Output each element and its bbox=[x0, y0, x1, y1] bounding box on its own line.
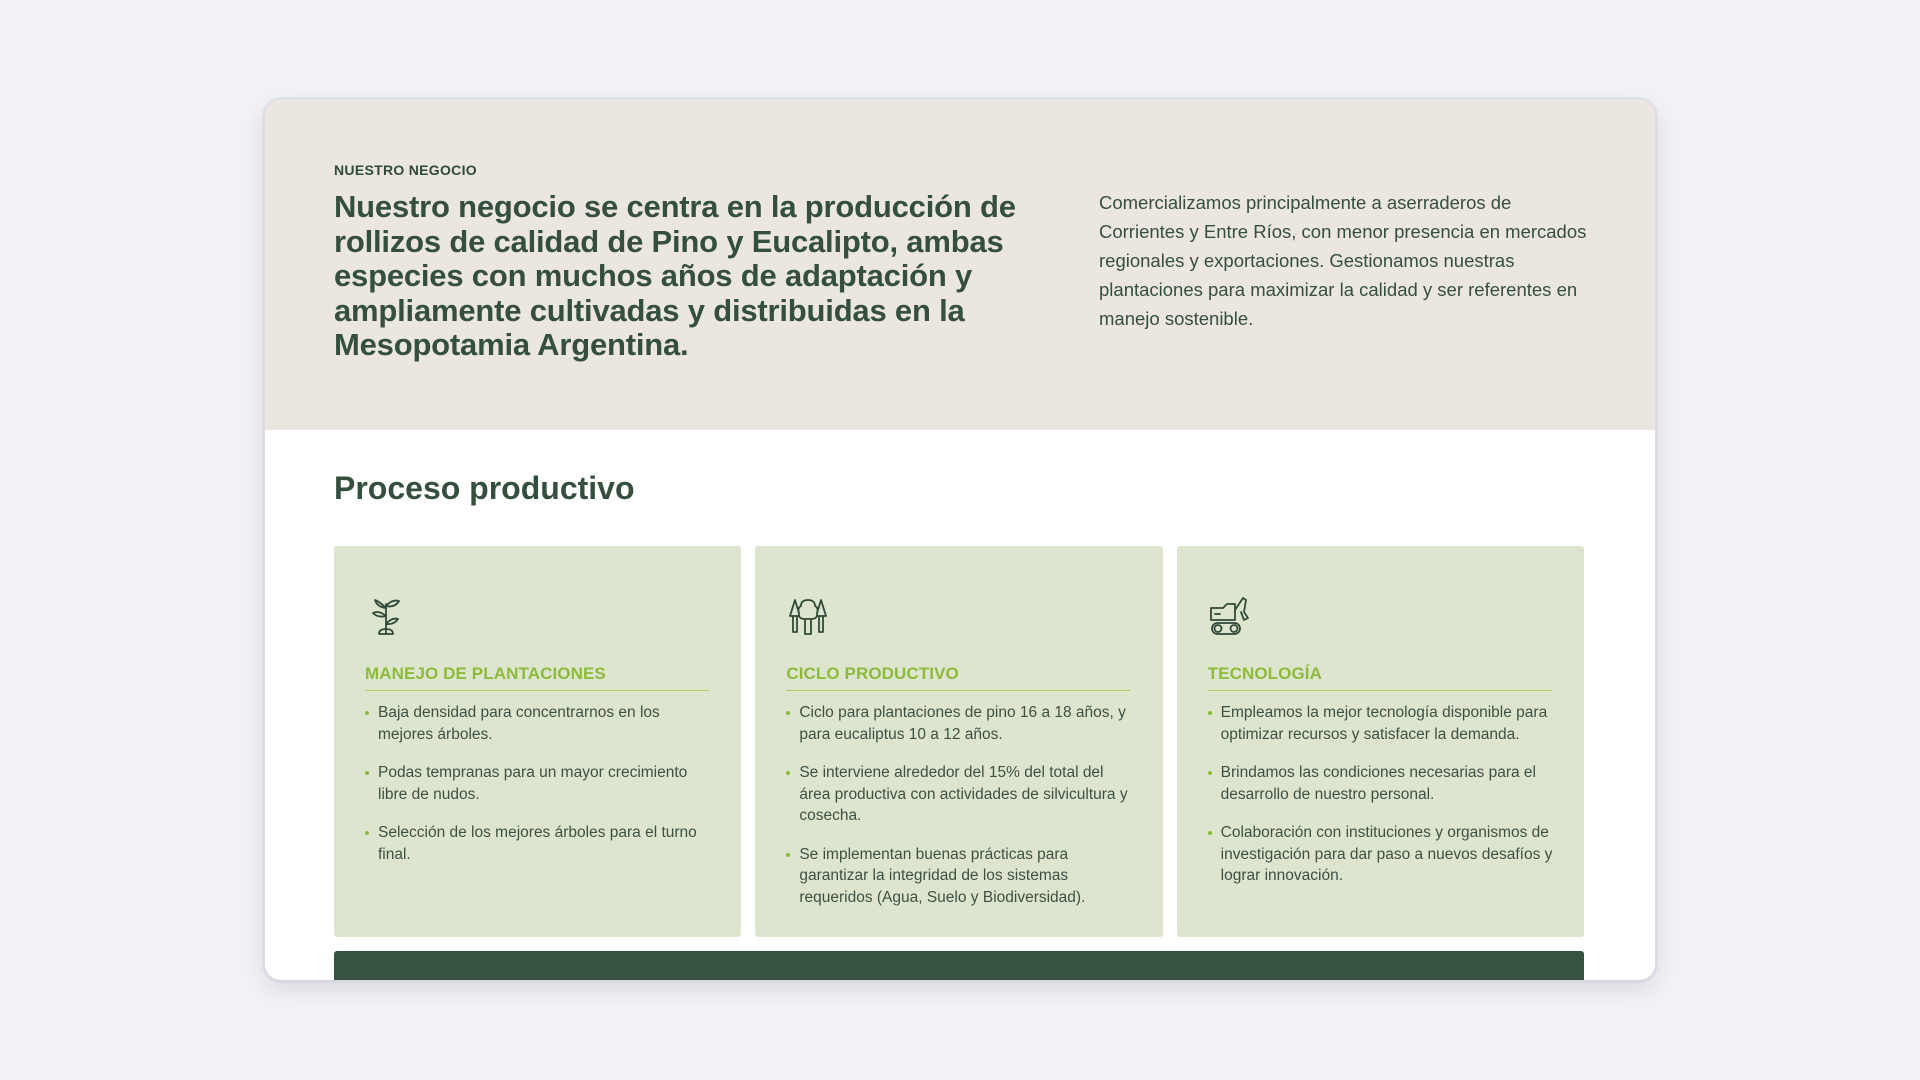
bullet-icon bbox=[786, 853, 790, 857]
list-item-text: Brindamos las condiciones necesarias para el desarrollo de nuestro personal. bbox=[1220, 764, 1536, 803]
card-bullet-list bbox=[1208, 702, 1558, 904]
section-title: Proceso productivo bbox=[334, 470, 635, 506]
list-item bbox=[1208, 762, 1558, 805]
section-eyebrow: NUESTRO NEGOCIO bbox=[334, 162, 477, 178]
bullet-icon bbox=[1208, 831, 1212, 835]
bullet-icon bbox=[365, 831, 369, 835]
hero-section bbox=[265, 100, 1655, 430]
hero-description: Comercializamos principalmente a aserraderos de Corrientes y Entre Ríos, con menor presencia en mercados regionales y exportaciones. Gestionamos nuestras plantaciones para maximizar la calidad y ser referentes en manejo sostenible. bbox=[1099, 192, 1587, 329]
list-item bbox=[1208, 822, 1558, 887]
list-item-text: Ciclo para plantaciones de pino 16 a 18 años, y para eucaliptus 10 a 12 años. bbox=[799, 704, 1126, 743]
card-title: CICLO PRODUCTIVO bbox=[786, 664, 1130, 691]
list-item-text: Se interviene alrededor del 15% del total del área productiva con actividades de silvicultura y cosecha. bbox=[799, 764, 1128, 824]
content-window bbox=[265, 100, 1655, 980]
plant-sprout-icon bbox=[365, 594, 409, 638]
list-item-text: Selección de los mejores árboles para el turno final. bbox=[378, 824, 697, 863]
list-item bbox=[786, 702, 1136, 745]
next-section-bar bbox=[334, 951, 1584, 980]
list-item-text: Baja densidad para concentrarnos en los mejores árboles. bbox=[378, 704, 660, 743]
bullet-icon bbox=[365, 771, 369, 775]
card-bullet-list bbox=[365, 702, 715, 882]
card-bullet-list bbox=[786, 702, 1136, 925]
bullet-icon bbox=[786, 711, 790, 715]
list-item bbox=[786, 844, 1136, 909]
bullet-icon bbox=[365, 711, 369, 715]
forest-trees-icon bbox=[786, 594, 830, 638]
list-item-text: Empleamos la mejor tecnología disponible para optimizar recursos y satisfacer la demanda. bbox=[1220, 704, 1548, 743]
list-item bbox=[365, 822, 715, 865]
list-item bbox=[786, 762, 1136, 827]
list-item bbox=[365, 762, 715, 805]
list-item bbox=[365, 702, 715, 745]
card-title: TECNOLOGÍA bbox=[1208, 664, 1552, 691]
card-title: MANEJO DE PLANTACIONES bbox=[365, 664, 709, 691]
card-tecnologia bbox=[1177, 546, 1584, 937]
process-cards bbox=[334, 546, 1584, 937]
list-item bbox=[1208, 702, 1558, 745]
bullet-icon bbox=[1208, 711, 1212, 715]
card-manejo-plantaciones bbox=[334, 546, 741, 937]
hero-title: Nuestro negocio se centra en la producción de rollizos de calidad de Pino y Eucalipto, ambas especies con muchos años de adaptación y ampliamente cultivadas y distribuidas en la Mesopotamia Argentina. bbox=[334, 189, 1016, 362]
list-item-text: Colaboración con instituciones y organismos de investigación para dar paso a nuevos desafíos y lograr innovación. bbox=[1220, 824, 1553, 884]
list-item-text: Podas tempranas para un mayor crecimiento libre de nudos. bbox=[378, 764, 688, 803]
list-item-text: Se implementan buenas prácticas para garantizar la integridad de los sistemas requeridos (Agua, Suelo y Biodiversidad). bbox=[799, 845, 1086, 906]
excavator-icon bbox=[1208, 594, 1252, 638]
bullet-icon bbox=[786, 771, 790, 775]
card-ciclo-productivo bbox=[755, 546, 1162, 937]
bullet-icon bbox=[1208, 771, 1212, 775]
